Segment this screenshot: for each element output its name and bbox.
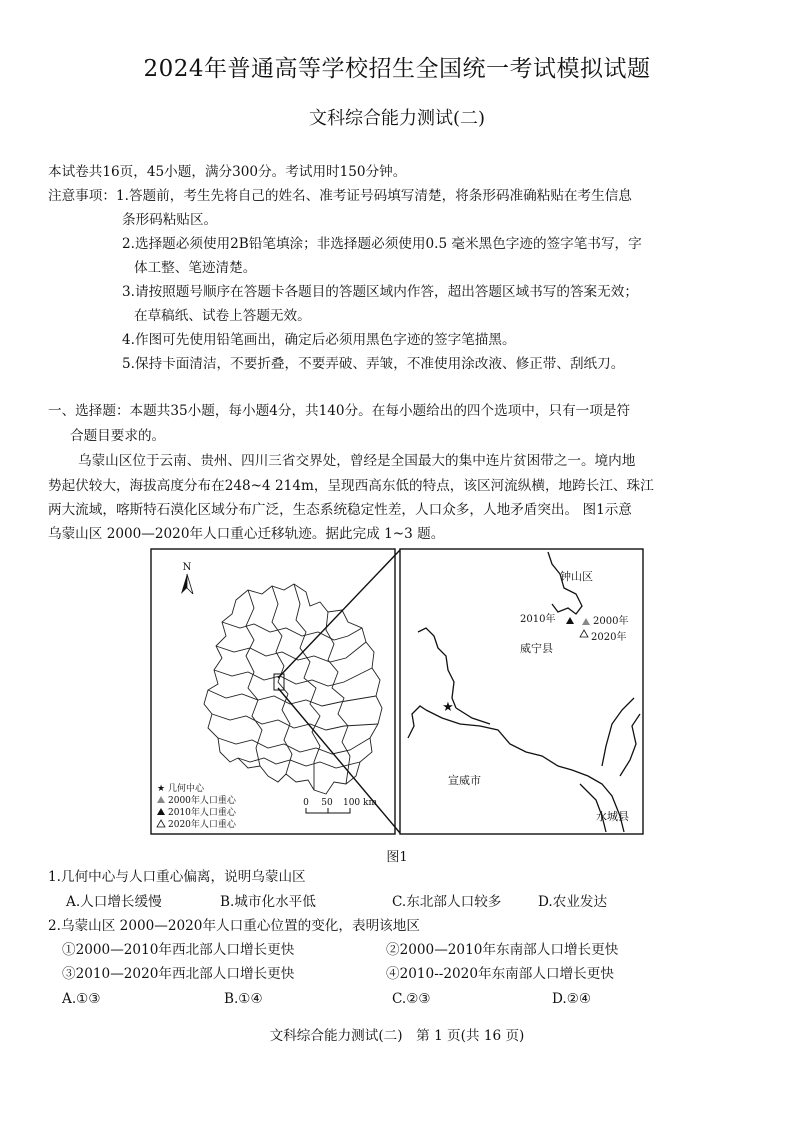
- label-shuicheng: 水城县: [596, 810, 629, 823]
- map-legend: [157, 782, 237, 830]
- svg-text:2010年人口重心: 2010年人口重心: [168, 808, 236, 818]
- label-zhongshan: 钟山区: [560, 570, 593, 583]
- figure-caption: 图1: [386, 850, 408, 865]
- right-map-boundaries: [408, 552, 640, 832]
- question-1-stem: 1.几何中心与人口重心偏离，说明乌蒙山区: [48, 869, 306, 885]
- right-map-frame: [400, 549, 643, 834]
- svg-text:100 km: 100 km: [342, 798, 378, 808]
- notice-line: 3.请按照题号顺序在答题卡各题目的答题区域内作答，超出答题区域书写的答案无效；: [122, 284, 638, 300]
- label-2000: 2000年: [593, 616, 629, 627]
- notice-line: 体工整、笔迹清楚。: [134, 260, 257, 276]
- q2-option-b: B.①④: [224, 991, 263, 1007]
- notice-line: 2.选择题必须使用2B铅笔填涂；非选择题必须使用0.5 毫米黑色字迹的签字笔书写，字: [122, 236, 642, 252]
- passage-line: 乌蒙山区 2000—2020年人口重心迁移轨迹。据此完成 1~3 题。: [48, 526, 445, 542]
- q2-option-a: A.①③: [62, 991, 101, 1007]
- page-footer: 文科综合能力测试(二) 第 1 页(共 16 页): [269, 1028, 525, 1044]
- q1-option-a: A.人口增长缓慢: [66, 894, 162, 910]
- geometric-center-star-icon: ★: [442, 700, 454, 715]
- svg-text:N: N: [182, 562, 192, 573]
- svg-text:几何中心: 几何中心: [168, 784, 205, 794]
- svg-text:2020年人口重心: 2020年人口重心: [168, 820, 236, 830]
- q2-item: ④2010--2020年东南部人口增长更快: [386, 966, 614, 982]
- exam-summary: 本试卷共16页，45小题，满分300分。考试用时150分钟。: [48, 164, 407, 180]
- q1-option-c: C.东北部人口较多: [392, 894, 502, 910]
- q2-item: ②2000—2010年东南部人口增长更快: [386, 942, 619, 958]
- passage-line: 势起伏较大，海拔高度分布在248~4 214m，呈现西高东低的特点，该区河流纵横，地跨长江、珠江: [48, 478, 654, 494]
- notice-line: 在草稿纸、试卷上答题无效。: [134, 308, 311, 324]
- q1-option-d: D.农业发达: [538, 894, 608, 910]
- exam-title: 2024年普通高等学校招生全国统一考试模拟试题: [143, 56, 651, 82]
- label-xuanwei: 宣威市: [448, 774, 481, 787]
- section-heading: 一、选择题：本题共35小题，每小题4分，共140分。在每小题给出的四个选项中，只有一项是符: [48, 403, 631, 419]
- q1-option-b: B.城市化水平低: [220, 894, 316, 910]
- q2-item: ③2010—2020年西北部人口增长更快: [62, 966, 295, 982]
- passage-line: 两大流域，喀斯特石漠化区域分布广泛，生态系统稳定性差，人口众多，人地矛盾突出。 图1示意: [48, 502, 632, 518]
- notice-line: 注意事项：1.答题前，考生先将自己的姓名、准考证号码填写清楚，将条形码准确粘贴在考生信息: [48, 188, 632, 204]
- notice-line: 条形码粘贴区。: [122, 212, 218, 228]
- q2-item: ①2000—2010年西北部人口增长更快: [62, 942, 295, 958]
- scale-bar: [303, 798, 377, 813]
- exam-subtitle: 文科综合能力测试(二): [308, 108, 486, 129]
- wumeng-region-outline: [204, 584, 382, 794]
- svg-text:50: 50: [321, 798, 333, 808]
- centroid-2020-icon: [580, 630, 588, 637]
- question-2-stem: 2.乌蒙山区 2000—2020年人口重心位置的变化，表明该地区: [48, 918, 420, 934]
- centroid-2000-icon: [582, 618, 590, 625]
- svg-text:2000年人口重心: 2000年人口重心: [168, 796, 236, 806]
- label-weining: 威宁县: [520, 642, 553, 655]
- north-arrow-icon: [181, 562, 193, 594]
- zoom-line-top: [278, 550, 400, 678]
- centroid-2010-icon: [566, 617, 574, 624]
- notice-line: 5.保持卡面清洁，不要折叠，不要弄破、弄皱，不准使用涂改液、修正带、刮纸刀。: [122, 356, 625, 372]
- label-2010: 2010年: [520, 614, 556, 625]
- label-2020: 2020年: [591, 632, 627, 643]
- svg-text:0: 0: [303, 798, 309, 808]
- q2-option-c: C.②③: [392, 991, 431, 1007]
- q2-option-d: D.②④: [552, 991, 592, 1007]
- section-heading: 合题目要求的。: [70, 428, 166, 444]
- figure-1-map: [150, 548, 644, 835]
- passage-line: 乌蒙山区位于云南、贵州、四川三省交界处，曾经是全国最大的集中连片贫困带之一。境内地: [78, 453, 636, 469]
- svg-text:★: ★: [157, 784, 166, 794]
- notice-line: 4.作图可先使用铅笔画出，确定后必须用黑色字迹的签字笔描黑。: [122, 332, 516, 348]
